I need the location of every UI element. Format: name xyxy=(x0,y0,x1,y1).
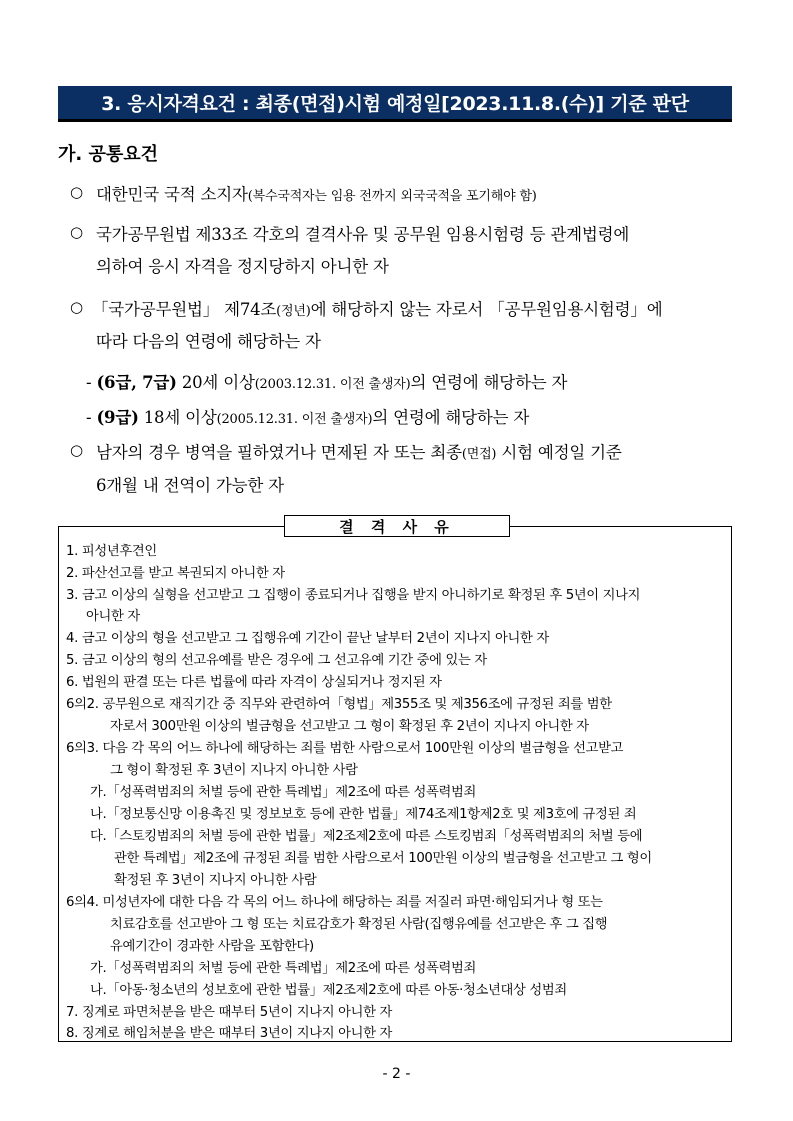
disqualification-item: 자로서 300만원 이상의 벌금형을 선고받고 그 형이 확정된 후 2년이 지나지 아니한 자 xyxy=(110,719,589,734)
grade-label: (6급, 7급) xyxy=(96,373,177,392)
requirement-text: 에 해당하지 않는 자로서 「공무원임용시험령」에 xyxy=(310,300,663,319)
disqualification-item: 7. 징계로 파면처분을 받은 때부터 5년이 지나지 아니한 자 xyxy=(66,1005,392,1020)
page-number: - 2 - xyxy=(382,1066,411,1082)
age-text: 20세 이상 xyxy=(181,373,255,392)
requirement-age-line2: 따라 다음의 연령에 해당하는 자 xyxy=(96,332,321,351)
birth-date-note: (2005.12.31. 이전 출생자) xyxy=(216,412,373,427)
requirement-note: (면접) xyxy=(461,447,497,462)
disqualification-item: 그 형이 확정된 후 3년이 지나지 아니한 사람 xyxy=(110,763,358,778)
requirement-age-line1 xyxy=(92,296,662,320)
requirement-military-line2: 6개월 내 전역이 가능한 자 xyxy=(96,476,284,495)
disqualification-subitem: 나.「아동·청소년의 성보호에 관한 법률」제2조제2호에 따른 아동·청소년대상 성범죄 xyxy=(90,983,567,998)
disqualification-subitem: 관한 특례법」제2조에 규정된 죄를 범한 사람으로서 100만원 이상의 벌금형을 선고받고 그 형이 xyxy=(114,851,652,866)
age-requirement-grade-9 xyxy=(86,404,529,428)
disqualification-box-title: 결 격 사 유 xyxy=(284,515,510,537)
disqualification-subitem: 확정된 후 3년이 지나지 아니한 사람 xyxy=(114,873,317,888)
disqualification-item: 치료감호를 선고받아 그 형 또는 치료감호가 확정된 사람(집행유예를 선고받은 후 그 집행 xyxy=(110,917,608,932)
age-requirement-grade-6-7 xyxy=(86,369,567,393)
grade-label: (9급) xyxy=(96,408,139,427)
disqualification-subitem: 가.「성폭력범죄의 처벌 등에 관한 특례법」제2조에 따른 성폭력범죄 xyxy=(90,785,477,800)
disqualification-item: 8. 징계로 해임처분을 받은 때부터 3년이 지나지 아니한 자 xyxy=(66,1026,392,1041)
dash-marker: - xyxy=(86,408,92,427)
age-text: 의 연령에 해당하는 자 xyxy=(372,408,530,427)
birth-date-note: (2003.12.31. 이전 출생자) xyxy=(254,377,411,392)
requirement-disqualification-line2: 의하여 응시 자격을 정지당하지 아니한 자 xyxy=(96,257,389,276)
requirement-nationality xyxy=(96,181,537,205)
bullet-circle-icon: ○ xyxy=(70,223,84,241)
subsection-title: 가. 공통요건 xyxy=(58,144,159,165)
disqualification-item: 1. 피성년후견인 xyxy=(66,544,157,559)
disqualification-item: 6의3. 다음 각 목의 어느 하나에 해당하는 죄를 범한 사람으로서 100만원 이상의 벌금형을 선고받고 xyxy=(66,741,624,756)
requirement-note: (정년) xyxy=(276,304,311,319)
disqualification-item: 6의4. 미성년자에 대한 다음 각 목의 어느 하나에 해당하는 죄를 저질러 파면·해임되거나 형 또는 xyxy=(66,895,603,910)
requirement-text: 남자의 경우 병역을 필하였거나 면제된 자 또는 최종 xyxy=(96,443,462,462)
age-text: 18세 이상 xyxy=(143,408,217,427)
disqualification-item: 5. 금고 이상의 형의 선고유예를 받은 경우에 그 선고유예 기간 중에 있는 자 xyxy=(66,653,487,668)
disqualification-item: 3. 금고 이상의 실형을 선고받고 그 집행이 종료되거나 집행을 받지 아니하기로 확정된 후 5년이 지나지 xyxy=(66,588,641,603)
disqualification-item: 6의2. 공무원으로 재직기간 중 직무와 관련하여「형법」제355조 및 제356조에 규정된 죄를 범한 xyxy=(66,697,612,712)
requirement-text: 「국가공무원법」 제74조 xyxy=(92,300,277,319)
age-text: 의 연령에 해당하는 자 xyxy=(410,373,568,392)
requirement-military-line1 xyxy=(96,439,622,463)
disqualification-subitem: 나.「정보통신망 이용촉진 및 정보보호 등에 관한 법률」제74조제1항제2호 및 제3호에 규정된 죄 xyxy=(90,807,637,822)
disqualification-subitem: 가.「성폭력범죄의 처벌 등에 관한 특례법」제2조에 따른 성폭력범죄 xyxy=(90,961,477,976)
disqualification-item: 유예기간이 경과한 사람을 포함한다) xyxy=(110,939,314,954)
requirement-text: 시험 예정일 기준 xyxy=(496,443,622,462)
section-title: 3. 응시자격요건 : 최종(면접)시험 예정일[2023.11.8.(수)] 기준 판단 xyxy=(58,86,732,122)
disqualification-item: 아니한 자 xyxy=(86,609,140,624)
disqualification-item: 6. 법원의 판결 또는 다른 법률에 따라 자격이 상실되거나 정지된 자 xyxy=(66,675,442,690)
requirement-text: 대한민국 국적 소지자 xyxy=(96,185,248,204)
disqualification-item: 2. 파산선고를 받고 복권되지 아니한 자 xyxy=(66,566,285,581)
bullet-circle-icon: ○ xyxy=(70,183,84,201)
dash-marker: - xyxy=(86,373,92,392)
disqualification-item: 4. 금고 이상의 형을 선고받고 그 집행유예 기간이 끝난 날부터 2년이 지나지 아니한 자 xyxy=(66,631,549,646)
requirement-disqualification-line1: 국가공무원법 제33조 각호의 결격사유 및 공무원 임용시험령 등 관계법령에 xyxy=(96,225,630,244)
disqualification-subitem: 다.「스토킹범죄의 처벌 등에 관한 법률」제2조제2호에 따른 스토킹범죄「성폭력범죄의 처벌 등에 xyxy=(90,829,643,844)
requirement-note: (복수국적자는 임용 전까지 외국국적을 포기해야 함) xyxy=(247,189,537,204)
bullet-circle-icon: ○ xyxy=(70,298,84,316)
bullet-circle-icon: ○ xyxy=(70,441,84,459)
